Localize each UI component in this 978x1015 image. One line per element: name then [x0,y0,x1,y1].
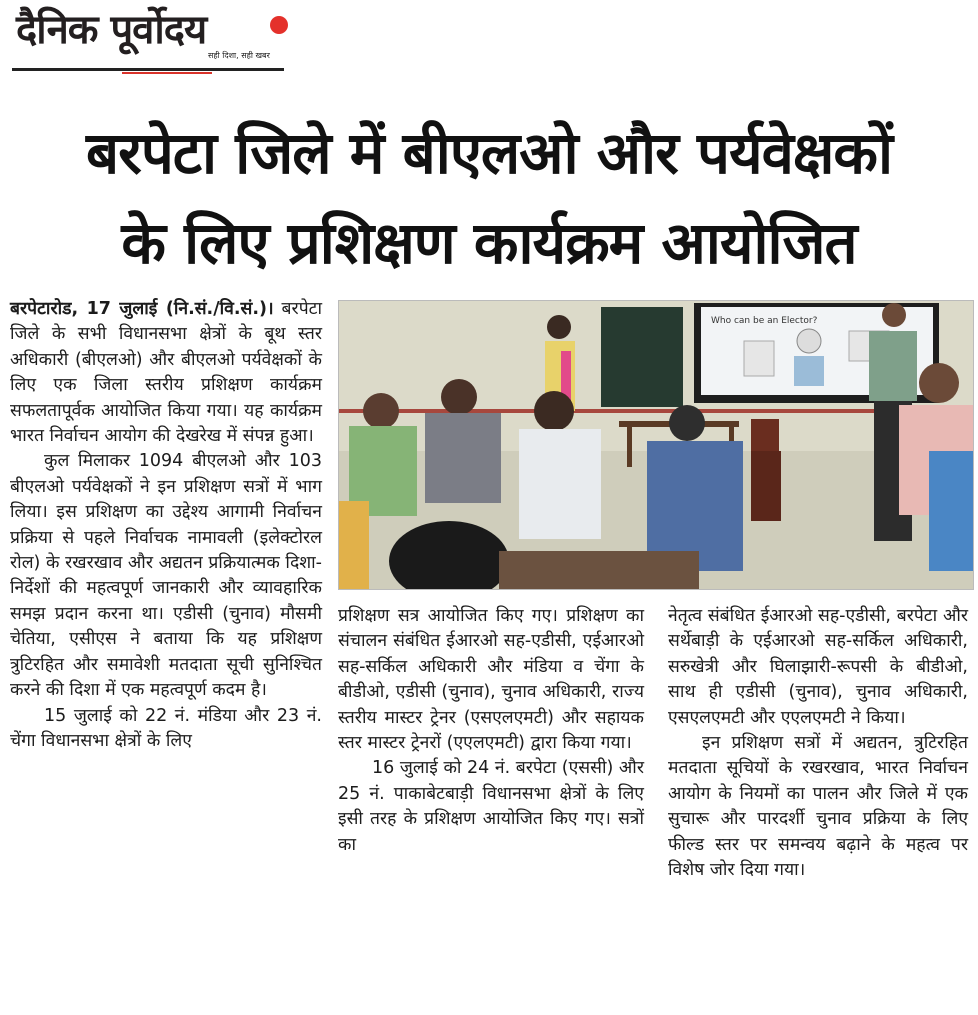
training-session-illustration [339,301,973,589]
masthead [12,6,284,72]
slide-text: Who can be an Elector? [711,316,818,326]
article-headline [0,108,978,288]
article-paragraph-1 [10,297,322,449]
article-paragraph-4-start: 16 जुलाई को 24 नं. बरपेटा (एससी) और 25 नं. पाकाबेटबाड़ी विधानसभा क्षेत्रों के लिए इसी तरह के प्रशिक्षण आयोजित किए गए। सत्रों का [338,758,644,855]
article-column-1 [10,297,322,754]
article-paragraph-5: इन प्रशिक्षण सत्रों में अद्यतन, त्रुटिरहित मतदाता सूचियों के रखरखाव, भारत निर्वाचन आयोग के नियमों का पालन और जिले में एक सुचारू और पारदर्शी चुनाव प्रक्रिया के लिए फील्ड स्तर पर समन्वय बढ़ाने के महत्व पर विशेष जोर दिया गया। [668,733,968,881]
article-paragraph-3-start: 15 जुलाई को 22 नं. मंडिया और 23 नं. चेंगा विधानसभा क्षेत्रों के लिए [10,705,322,751]
masthead-rule [12,68,284,71]
newspaper-tagline: सही दिशा, सही खबर [208,51,270,60]
headline-line-1: बरपेटा जिले में बीएलओ और पर्यवेक्षकों [86,119,892,187]
headline-line-2: के लिए प्रशिक्षण कार्यक्रम आयोजित [121,209,857,277]
article-paragraph-1-text: बरपेटा जिले के सभी विधानसभा क्षेत्रों के बूथ स्तर अधिकारी (बीएलओ) और बीएलओ पर्यवेक्षकों के लिए एक जिला स्तरीय प्रशिक्षण कार्यक्रम सफलतापूर्वक आयोजित किया गया। यह कार्यक्रम भारत निर्वाचन आयोग की देखरेख में संपन्न हुआ। [10,299,322,447]
article-column-3 [668,604,968,883]
article-dateline: बरपेटारोड, 17 जुलाई (नि.सं./वि.सं.)। [10,299,274,319]
logo-dot-icon [270,16,288,34]
newspaper-logo-title: दैनिक पूर्वोदय [16,7,207,53]
news-photo [338,300,974,590]
article-paragraph-3-cont: प्रशिक्षण सत्र आयोजित किए गए। प्रशिक्षण का संचालन संबंधित ईआरओ सह-एडीसी, एईआरओ सह-सर्किल अधिकारी और मंडिया व चेंगा के बीडीओ, एडीसी (चुनाव), चुनाव अधिकारी, राज्य स्तरीय मास्टर ट्रेनर (एसएलएमटी) और सहायक स्तर मास्टर ट्रेनरों (एएलएमटी) द्वारा किया गया। [338,606,644,754]
masthead-red-rule [122,72,212,74]
article-paragraph-4-cont: नेतृत्व संबंधित ईआरओ सह-एडीसी, बरपेटा और सर्थेबाड़ी के एईआरओ सह-सर्किल अधिकारी, सरुखेत्री और घिलाझारी-रूपसी के बीडीओ, साथ ही एडीसी (चुनाव), चुनाव अधिकारी, एसएलएमटी और एएलएमटी ने किया। [668,606,968,728]
article-column-2 [338,604,644,858]
article-paragraph-2: कुल मिलाकर 1094 बीएलओ और 103 बीएलओ पर्यवेक्षकों ने इन प्रशिक्षण सत्रों में भाग लिया। इस प्रशिक्षण का उद्देश्य आगामी निर्वाचन प्रक्रिया से पहले निर्वाचक नामावली (इलेक्टोरल रोल) के रखरखाव और अद्यतन प्रक्रियात्मक दिशा-निर्देशों की महत्वपूर्ण जानकारी और व्यावहारिक समझ प्रदान करना था। एडीसी (चुनाव) मौसमी चेतिया, एसीएस ने बताया कि यह प्रशिक्षण त्रुटिरहित और समावेशी मतदाता सूची सुनिश्चित करने की दिशा में एक महत्वपूर्ण कदम है। [10,451,322,701]
